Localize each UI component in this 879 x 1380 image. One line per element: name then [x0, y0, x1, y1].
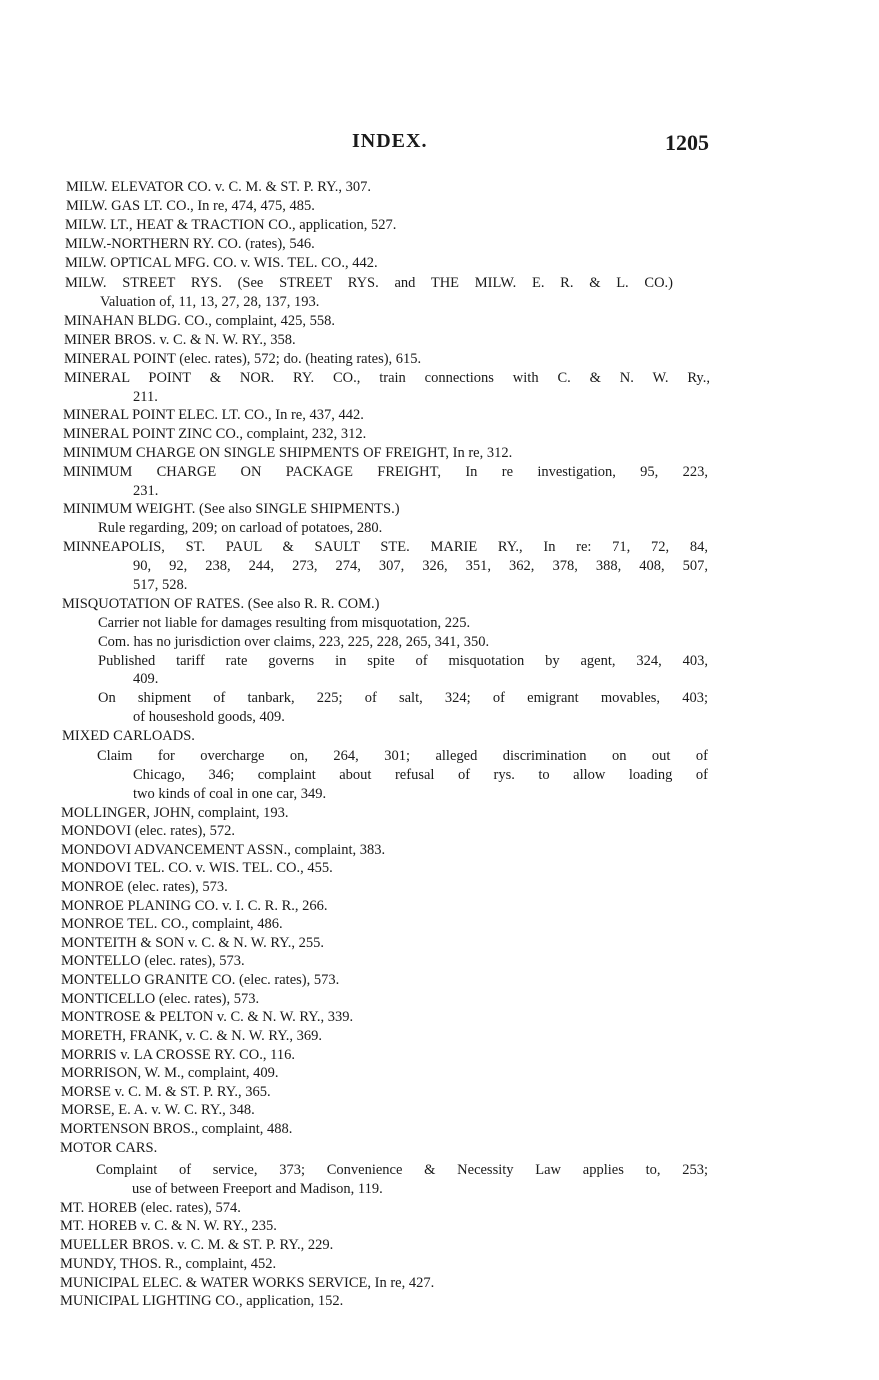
- index-entry: MONDOVI (elec. rates), 572.: [61, 823, 235, 839]
- index-entry: MONTROSE & PELTON v. C. & N. W. RY., 339.: [61, 1009, 354, 1025]
- index-entry: MINIMUM WEIGHT. (See also SINGLE SHIPMENTS.): [63, 501, 400, 517]
- index-entry: MONTICELLO (elec. rates), 573.: [61, 991, 260, 1007]
- index-entry: MONROE PLANING CO. v. I. C. R. R., 266.: [61, 898, 328, 914]
- index-entry: MINIMUM CHARGE ON SINGLE SHIPMENTS OF FREIGHT, In re, 312.: [63, 445, 513, 461]
- index-entry: MIXED CARLOADS.: [62, 728, 195, 744]
- index-subentry: Carrier not liable for damages resulting from misquotation, 225.: [98, 615, 471, 631]
- index-entry: MORRIS v. LA CROSSE RY. CO., 116.: [61, 1047, 295, 1063]
- index-entry: MT. HOREB (elec. rates), 574.: [60, 1200, 241, 1216]
- index-entry: MINERAL POINT & NOR. RY. CO., train connections with C. & N. W. Ry.,: [64, 370, 710, 386]
- index-entry: MONTELLO (elec. rates), 573.: [61, 953, 245, 969]
- index-entry: MOTOR CARS.: [60, 1140, 158, 1156]
- index-entry-continuation: 517, 528.: [133, 577, 188, 593]
- index-entry: MONROE (elec. rates), 573.: [61, 879, 228, 895]
- index-entry: MONTEITH & SON v. C. & N. W. RY., 255.: [61, 935, 325, 951]
- index-subentry: Rule regarding, 209; on carload of potatoes, 280.: [98, 520, 383, 536]
- index-entry: MONDOVI TEL. CO. v. WIS. TEL. CO., 455.: [61, 860, 333, 876]
- index-entry: MUELLER BROS. v. C. M. & ST. P. RY., 229.: [60, 1237, 334, 1253]
- index-entry: MILW. ELEVATOR CO. v. C. M. & ST. P. RY., 307.: [66, 179, 371, 195]
- index-subentry-continuation: two kinds of coal in one car, 349.: [133, 786, 327, 802]
- index-entry: MORSE, E. A. v. W. C. RY., 348.: [61, 1102, 255, 1118]
- index-entry-continuation: 211.: [133, 389, 158, 405]
- index-entry: MOLLINGER, JOHN, complaint, 193.: [61, 805, 289, 821]
- index-entry: MUNDY, THOS. R., complaint, 452.: [60, 1256, 277, 1272]
- index-entry: MONROE TEL. CO., complaint, 486.: [61, 916, 283, 932]
- index-subentry: On shipment of tanbark, 225; of salt, 324; of emigrant movables, 403;: [98, 690, 708, 706]
- index-entry-continuation: 231.: [133, 483, 159, 499]
- index-entry: MONTELLO GRANITE CO. (elec. rates), 573.: [61, 972, 340, 988]
- index-entry: MONDOVI ADVANCEMENT ASSN., complaint, 383.: [61, 842, 386, 858]
- index-subentry-continuation: 409.: [133, 671, 159, 687]
- index-entry: MORSE v. C. M. & ST. P. RY., 365.: [61, 1084, 271, 1100]
- index-entry: MISQUOTATION OF RATES. (See also R. R. COM.): [62, 596, 380, 612]
- index-subentry: Published tariff rate governs in spite of misquotation by agent, 324, 403,: [98, 653, 708, 669]
- index-entry: MORTENSON BROS., complaint, 488.: [60, 1121, 293, 1137]
- index-subentry: Claim for overcharge on, 264, 301; alleged discrimination on out of: [97, 748, 708, 764]
- index-subentry: Com. has no jurisdiction over claims, 223, 225, 228, 265, 341, 350.: [98, 634, 490, 650]
- index-entry: MINIMUM CHARGE ON PACKAGE FREIGHT, In re investigation, 95, 223,: [63, 464, 708, 480]
- index-entry: MORRISON, W. M., complaint, 409.: [61, 1065, 279, 1081]
- index-subentry: Valuation of, 11, 13, 27, 28, 137, 193.: [100, 294, 320, 310]
- index-entry: MILW.-NORTHERN RY. CO. (rates), 546.: [65, 236, 315, 252]
- page-number: 1205: [665, 130, 709, 155]
- index-subentry: Complaint of service, 373; Convenience & Necessity Law applies to, 253;: [96, 1162, 708, 1178]
- index-entry: MILW. LT., HEAT & TRACTION CO., application, 527.: [65, 217, 397, 233]
- index-entry: MINNEAPOLIS, ST. PAUL & SAULT STE. MARIE RY., In re: 71, 72, 84,: [63, 539, 708, 555]
- index-entry: MILW. OPTICAL MFG. CO. v. WIS. TEL. CO., 442.: [65, 255, 378, 271]
- index-entry: MORETH, FRANK, v. C. & N. W. RY., 369.: [61, 1028, 323, 1044]
- index-entry-continuation: 90, 92, 238, 244, 273, 274, 307, 326, 351, 362, 378, 388, 408, 507,: [133, 558, 708, 574]
- index-subentry-continuation: of houseshold goods, 409.: [133, 709, 285, 725]
- index-entry: MINER BROS. v. C. & N. W. RY., 358.: [64, 332, 296, 348]
- index-subentry-continuation: use of between Freeport and Madison, 119.: [132, 1181, 383, 1197]
- index-entry: MT. HOREB v. C. & N. W. RY., 235.: [60, 1218, 277, 1234]
- index-entry: MINERAL POINT (elec. rates), 572; do. (heating rates), 615.: [64, 351, 422, 367]
- index-entry: MINERAL POINT ELEC. LT. CO., In re, 437, 442.: [63, 407, 364, 423]
- index-entry: MILW. STREET RYS. (See STREET RYS. and THE MILW. E. R. & L. CO.): [65, 275, 673, 291]
- index-entry: MUNICIPAL ELEC. & WATER WORKS SERVICE, In re, 427.: [60, 1275, 435, 1291]
- index-entry: MUNICIPAL LIGHTING CO., application, 152.: [60, 1293, 344, 1309]
- page-title: INDEX.: [352, 130, 428, 152]
- page-header: [0, 130, 879, 156]
- index-entry: MILW. GAS LT. CO., In re, 474, 475, 485.: [66, 198, 315, 214]
- index-subentry-continuation: Chicago, 346; complaint about refusal of rys. to allow loading of: [133, 767, 708, 783]
- index-entry: MINERAL POINT ZINC CO., complaint, 232, 312.: [63, 426, 367, 442]
- index-entry: MINAHAN BLDG. CO., complaint, 425, 558.: [64, 313, 336, 329]
